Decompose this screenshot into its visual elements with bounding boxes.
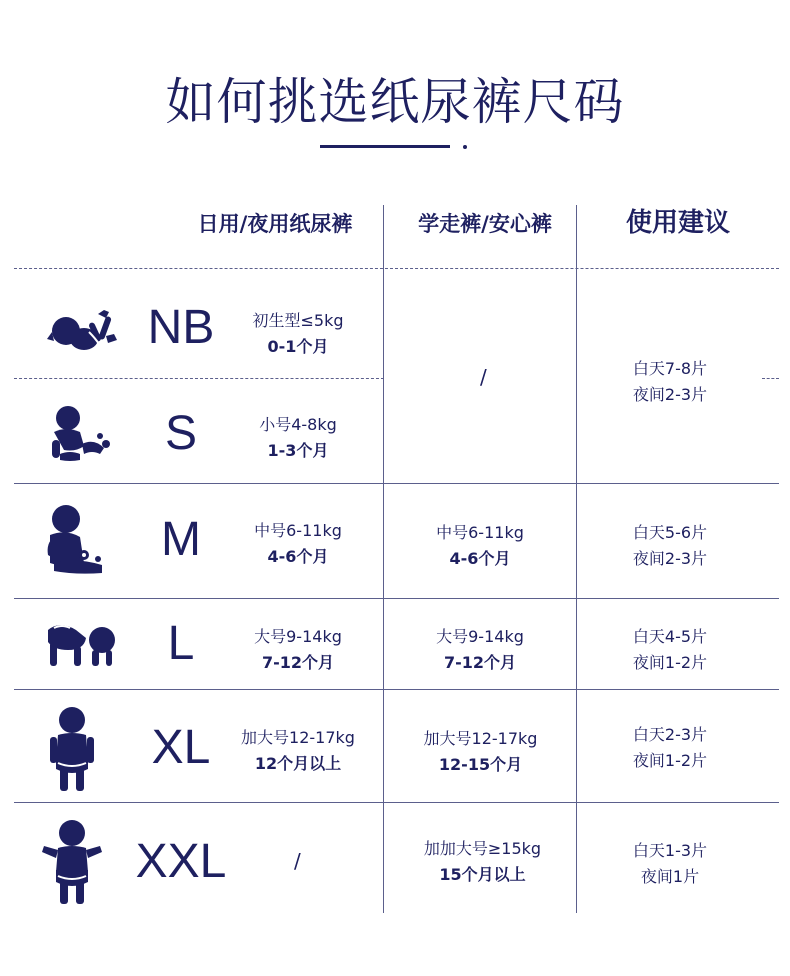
header-suggestion: 使用建议: [625, 208, 730, 238]
use-night-m: 夜间2-3片: [632, 549, 708, 568]
baby-pushup-icon: [44, 620, 118, 668]
page-title: 如何挑选纸尿裤尺码: [165, 73, 625, 131]
row-divider-s-m: [14, 483, 779, 484]
use-cell-merged: [600, 356, 740, 408]
use-day-merged: 白天7-8片: [632, 359, 708, 378]
row-divider-nb-s: [14, 378, 384, 379]
toddler-standing-icon: [48, 705, 96, 793]
title-underline: [320, 145, 450, 148]
use-day-l: 白天4-5片: [632, 627, 708, 646]
daily-age-s: 1-3个月: [267, 441, 329, 460]
daily-age-nb: 0-1个月: [267, 337, 329, 356]
use-night-xl: 夜间1-2片: [632, 751, 708, 770]
daily-cell-xl: [223, 725, 373, 777]
daily-age-m: 4-6个月: [267, 547, 329, 566]
walk-weight-xxl: 加加大号≥15kg: [423, 839, 542, 858]
row-divider-stub: [762, 378, 779, 379]
baby-lying-icon: [44, 306, 120, 356]
daily-age-l: 7-12个月: [261, 653, 335, 672]
walk-age-xxl: 15个月以上: [439, 865, 526, 884]
title-dot: [463, 145, 467, 149]
column-divider-1: [383, 205, 384, 913]
use-day-xl: 白天2-3片: [632, 725, 708, 744]
daily-cell-nb: [228, 308, 368, 360]
use-night-xxl: 夜间1片: [640, 867, 700, 886]
walk-weight-xl: 加大号12-17kg: [423, 729, 538, 748]
walk-na-merged: /: [480, 365, 487, 389]
size-label-nb: NB: [147, 301, 215, 354]
use-night-l: 夜间1-2片: [632, 653, 708, 672]
daily-cell-m: [228, 518, 368, 570]
size-label-xl: XL: [151, 721, 211, 774]
walk-cell-m: [405, 520, 555, 572]
use-cell-xl: [600, 722, 740, 774]
header-walking: 学走裤/安心裤: [418, 212, 552, 236]
use-night-merged: 夜间2-3片: [632, 385, 708, 404]
baby-sitting-icon: [44, 503, 106, 575]
use-day-m: 白天5-6片: [632, 523, 708, 542]
size-label-s: S: [164, 407, 197, 460]
baby-crawling-icon: [46, 404, 114, 464]
walk-weight-m: 中号6-11kg: [436, 523, 524, 542]
walk-age-m: 4-6个月: [449, 549, 511, 568]
use-day-xxl: 白天1-3片: [632, 841, 708, 860]
walk-cell-xxl: [400, 836, 565, 888]
walk-weight-l: 大号9-14kg: [436, 627, 524, 646]
row-divider-m-l: [14, 598, 779, 599]
size-label-m: M: [161, 513, 201, 566]
daily-na-xxl: /: [294, 849, 301, 873]
walk-age-l: 7-12个月: [443, 653, 517, 672]
daily-weight-xl: 加大号12-17kg: [241, 728, 355, 747]
daily-weight-nb: 初生型≤5kg: [252, 311, 344, 330]
row-divider-l-xl: [14, 689, 779, 690]
daily-cell-l: [228, 624, 368, 676]
use-cell-m: [600, 520, 740, 572]
daily-weight-l: 大号9-14kg: [254, 627, 342, 646]
daily-weight-m: 中号6-11kg: [254, 521, 342, 540]
walk-cell-l: [405, 624, 555, 676]
use-cell-xxl: [600, 838, 740, 890]
column-divider-2: [576, 205, 577, 913]
daily-cell-s: [228, 412, 368, 464]
daily-age-xl: 12个月以上: [254, 754, 342, 773]
size-label-l: L: [167, 617, 195, 670]
toddler-walking-icon: [40, 818, 104, 908]
header-daily: 日用/夜用纸尿裤: [197, 212, 353, 236]
walk-age-xl: 12-15个月: [438, 755, 523, 774]
daily-weight-s: 小号4-8kg: [259, 415, 337, 434]
walk-cell-xl: [403, 726, 558, 778]
header-divider: [14, 268, 779, 269]
use-cell-l: [600, 624, 740, 676]
size-label-xxl: XXL: [135, 835, 227, 888]
row-divider-xl-xxl: [14, 802, 779, 803]
